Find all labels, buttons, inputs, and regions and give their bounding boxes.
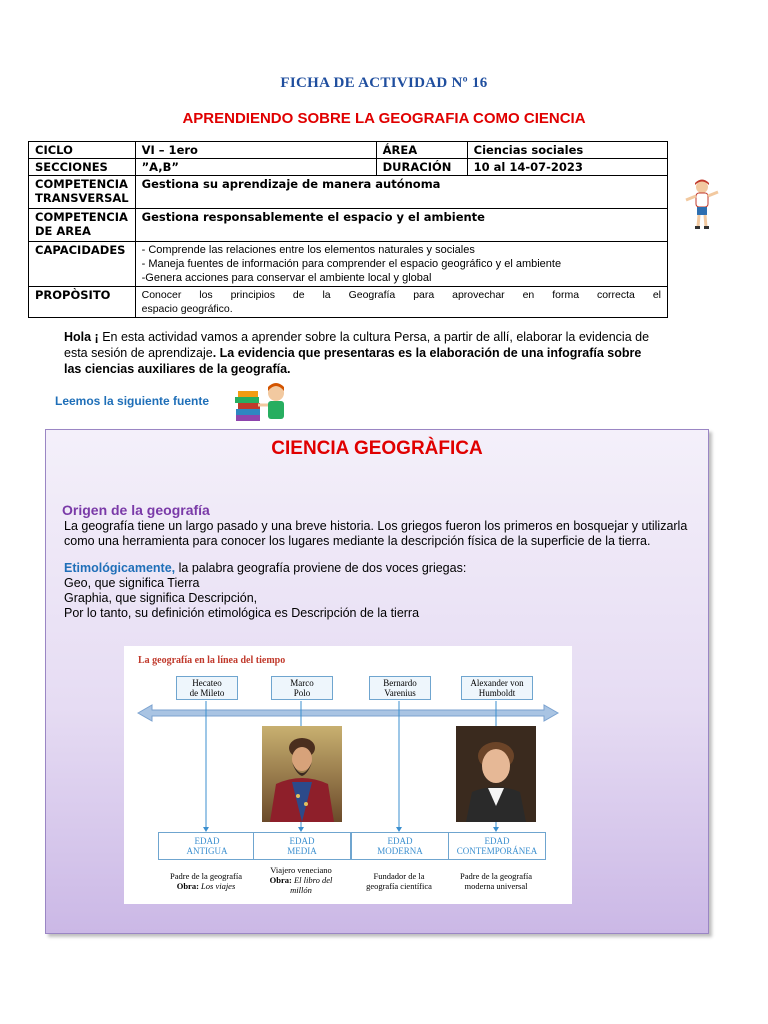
- era-label: MEDIA: [287, 846, 317, 856]
- desc-line: Viajero veneciano: [270, 865, 332, 875]
- capacidad-item: - Comprende las relaciones entre los elementos naturales y sociales: [141, 244, 475, 256]
- person-name: Marco: [290, 678, 314, 688]
- content-panel: [45, 429, 709, 934]
- area-label: ÁREA: [376, 142, 467, 159]
- proposito-line2: espacio geográfico.: [141, 303, 233, 315]
- timeline-title: La geografía en la línea del tiempo: [138, 655, 286, 666]
- desc-work-line: [158, 881, 254, 891]
- comp-trans-label: COMPETENCIA TRANSVERSAL: [29, 176, 136, 209]
- intro-paragraph: [64, 329, 654, 377]
- proposito-value: [135, 287, 667, 318]
- etymology-line: Graphia, que significa Descripción,: [64, 591, 258, 605]
- reading-kid-illustration: [232, 381, 292, 425]
- person-name: Varenius: [384, 688, 416, 698]
- area-value: Ciencias sociales: [467, 142, 667, 159]
- read-source-label: Leemos la siguiente fuente: [55, 394, 210, 408]
- era-label: EDAD: [387, 836, 413, 846]
- etymology-rest: la palabra geografía proviene de dos voces griegas:: [175, 561, 467, 575]
- capacidades-list: [135, 242, 667, 287]
- person-name: Humboldt: [478, 688, 516, 698]
- etymology-line: Por lo tanto, su definición etimológica es Descripción de la tierra: [64, 606, 420, 620]
- capacidad-item: -Genera acciones para conservar el ambiente local y global: [141, 272, 432, 284]
- secciones-value: ”A,B”: [135, 159, 376, 176]
- person-name: Bernardo: [383, 678, 417, 688]
- duracion-label: DURACIÓN: [376, 159, 467, 176]
- comp-area-value: Gestiona responsablemente el espacio y el ambiente: [135, 209, 667, 242]
- intro-text: En esta actividad vamos a aprender sobre la cultura Persa, a partir de allí, elaborar la evidencia de esta sesión de aprendizaje: [64, 330, 650, 360]
- era-moderna: [351, 832, 449, 860]
- teacher-illustration: [682, 178, 722, 230]
- person-name: Hecateo: [192, 678, 222, 688]
- origin-paragraph: La geografía tiene un largo pasado y una breve historia. Los griegos fueron los primeros en bosquejar y utilizarla como una herramienta para conocer los lugares mediante la descripción física de la superficie de la tierra.: [64, 519, 688, 548]
- humboldt-portrait: [456, 726, 536, 822]
- desc-line: Padre de la geografía: [460, 871, 532, 881]
- marco-polo-portrait: [262, 726, 342, 822]
- era-antigua: [158, 832, 256, 860]
- capacidad-item: - Maneja fuentes de información para comprender el espacio geográfico y el ambiente: [141, 258, 562, 270]
- panel-title: CIENCIA GEOGRÀFICA: [271, 438, 483, 459]
- era-label: MODERNA: [377, 846, 423, 856]
- era-media: [253, 832, 351, 860]
- etymology-line: Geo, que significa Tierra: [64, 576, 200, 590]
- desc-line: Padre de la geografía: [170, 871, 242, 881]
- era-label: EDAD: [194, 836, 220, 846]
- capacidades-label: CAPACIDADES: [29, 242, 136, 287]
- desc-obra: Obra:: [176, 881, 199, 891]
- desc-work: El libro del: [293, 875, 333, 885]
- desc-line: moderna universal: [464, 881, 528, 891]
- person-name: Polo: [293, 688, 311, 698]
- info-table: [28, 141, 668, 318]
- etymology-intro: [64, 561, 704, 576]
- desc-obra: Obra:: [269, 875, 292, 885]
- proposito-line1: Conocer los principios de la Geografía para aprovechar en forma correcta el: [141, 289, 661, 301]
- proposito-label: PROPÒSITO: [29, 287, 136, 318]
- era-label: EDAD: [289, 836, 315, 846]
- desc-line: geografía científica: [366, 881, 432, 891]
- desc-marco-polo: [253, 865, 349, 895]
- origin-heading: Origen de la geografía: [62, 502, 210, 518]
- secciones-label: SECCIONES: [29, 159, 136, 176]
- person-name: de Mileto: [189, 688, 225, 698]
- desc-work: Los viajes: [201, 881, 236, 891]
- era-contemporanea: [448, 832, 546, 860]
- etymology-section: [64, 561, 704, 621]
- comp-area-label: COMPETENCIA DE AREA: [29, 209, 136, 242]
- duracion-value: 10 al 14-07-2023: [467, 159, 667, 176]
- person-hecateo: [176, 676, 238, 700]
- timeline-figure: [124, 646, 572, 904]
- etymology-highlight: Etimológicamente,: [64, 561, 176, 575]
- desc-humboldt: [448, 871, 544, 891]
- era-label: CONTEMPORÁNEA: [456, 846, 538, 856]
- era-label: ANTIGUA: [186, 846, 228, 856]
- desc-work-line: [253, 875, 349, 885]
- era-label: EDAD: [484, 836, 510, 846]
- person-humboldt: [461, 676, 533, 700]
- desc-varenius: [351, 871, 447, 891]
- desc-hecateo: [158, 871, 254, 891]
- desc-line: Fundador de la: [373, 871, 425, 881]
- person-name: Alexander von: [470, 678, 524, 688]
- intro-evidence: . La evidencia que presentaras es la elaboración de una infografía sobre las ciencias auxiliares de la geografía.: [64, 346, 642, 376]
- ciclo-label: CICLO: [29, 142, 136, 159]
- document-subtitle: APRENDIENDO SOBRE LA GEOGRAFIA COMO CIENCIA: [182, 110, 586, 127]
- ciclo-value: VI – 1ero: [135, 142, 376, 159]
- person-varenius: [369, 676, 431, 700]
- intro-greeting: Hola ¡: [64, 330, 99, 344]
- desc-work: millón: [290, 885, 312, 895]
- person-marco-polo: [271, 676, 333, 700]
- document-title: FICHA DE ACTIVIDAD Nº 16: [280, 75, 488, 91]
- comp-trans-value: Gestiona su aprendizaje de manera autónoma: [135, 176, 667, 209]
